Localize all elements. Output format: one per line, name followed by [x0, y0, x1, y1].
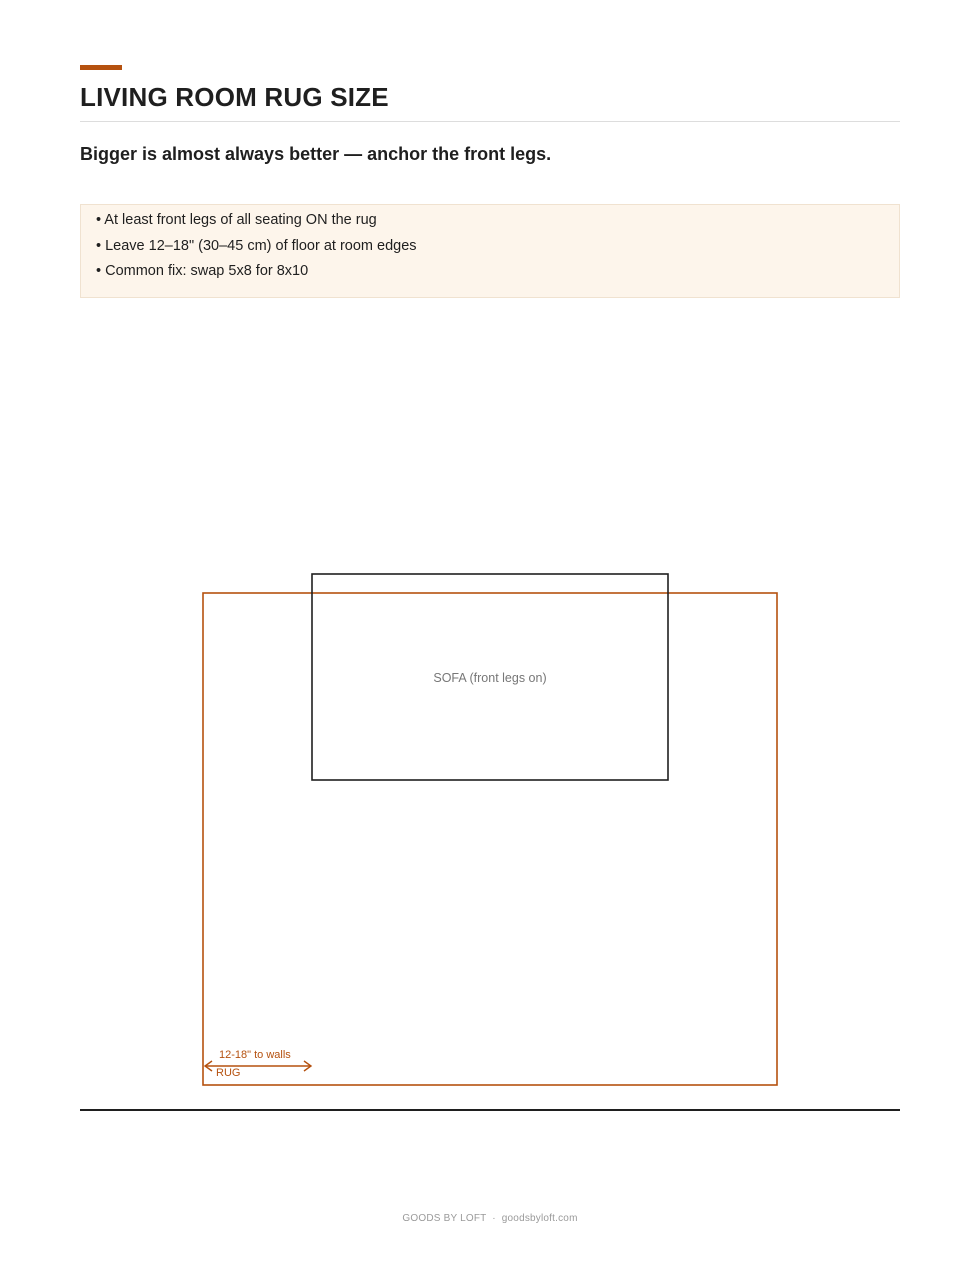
footer-url[interactable]: goodsbyloft.com	[501, 1213, 578, 1224]
tip-item: • Common fix: swap 5x8 for 8x10	[96, 263, 309, 279]
page-subtitle: Bigger is almost always better — anchor the front legs.	[80, 144, 552, 164]
footer-separator: ·	[492, 1213, 496, 1224]
rug-outline	[203, 593, 777, 1085]
footer	[0, 1213, 980, 1224]
page-title: LIVING ROOM RUG SIZE	[80, 82, 389, 112]
rug-label: RUG	[216, 1067, 241, 1079]
bottom-divider	[80, 1109, 900, 1111]
gap-label: 12-18" to walls	[219, 1049, 291, 1061]
sofa-label: SOFA (front legs on)	[433, 671, 547, 685]
tip-item: • At least front legs of all seating ON the rug	[96, 212, 377, 228]
footer-brand: GOODS BY LOFT	[402, 1213, 487, 1224]
tip-item: • Leave 12–18" (30–45 cm) of floor at room edges	[96, 237, 417, 254]
